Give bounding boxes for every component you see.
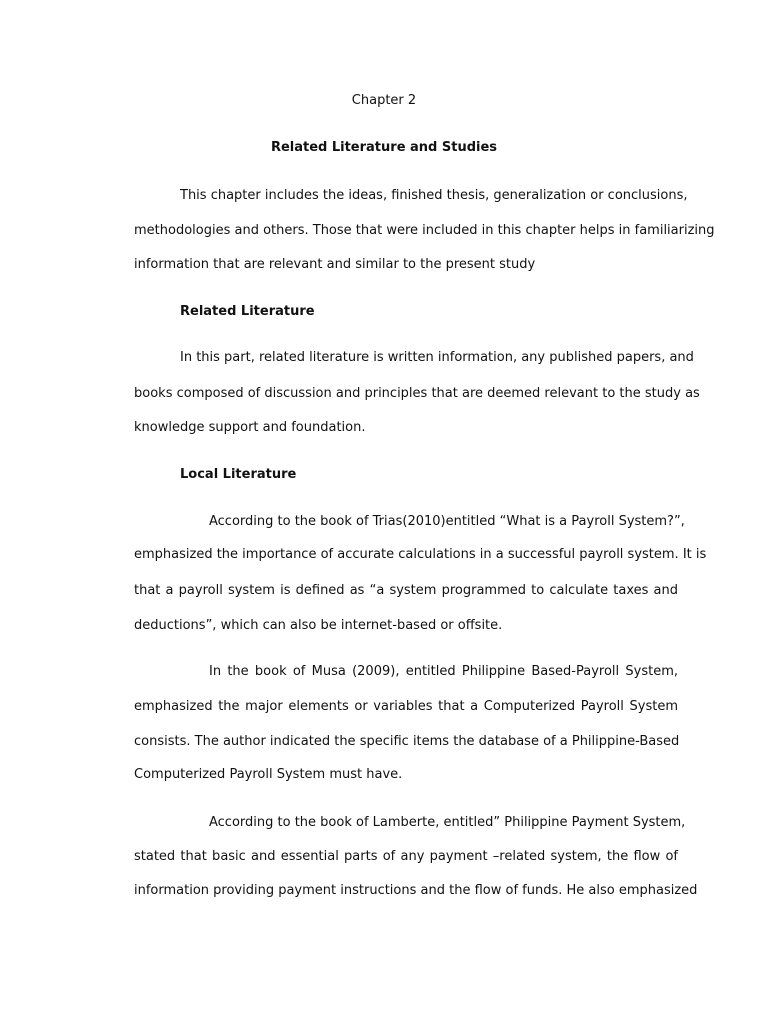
related-literature-line: books composed of discussion and principles that are deemed relevant to the study as <box>134 386 700 401</box>
paragraph-line: that a payroll system is defined as “a system programmed to calculate taxes and <box>134 583 678 598</box>
section-heading-local-literature: Local Literature <box>180 467 297 482</box>
chapter-number: Chapter 2 <box>351 93 417 108</box>
intro-line: This chapter includes the ideas, finished thesis, generalization or conclusions, <box>180 188 688 203</box>
paragraph-line: consists. The author indicated the specific items the database of a Philippine-Based <box>134 734 680 749</box>
paragraph-line: emphasized the importance of accurate calculations in a successful payroll system. It is <box>134 547 707 562</box>
paragraph-line: Computerized Payroll System must have. <box>134 767 403 782</box>
related-literature-line: In this part, related literature is written information, any published papers, and <box>180 350 694 365</box>
paragraph-line: deductions”, which can also be internet-based or offsite. <box>134 618 503 633</box>
related-literature-line: knowledge support and foundation. <box>134 420 366 435</box>
paragraph-line: information providing payment instructions and the flow of funds. He also emphasized <box>134 883 698 898</box>
paragraph-line: According to the book of Lamberte, entitled” Philippine Payment System, <box>209 815 686 830</box>
paragraph-line: stated that basic and essential parts of any payment –related system, the flow of <box>134 849 678 864</box>
paragraph-line: According to the book of Trias(2010)entitled “What is a Payroll System?”, <box>209 514 685 529</box>
paragraph-line: In the book of Musa (2009), entitled Philippine Based-Payroll System, <box>209 664 678 679</box>
intro-line: methodologies and others. Those that were included in this chapter helps in familiarizing <box>134 223 715 238</box>
intro-line: information that are relevant and similar to the present study <box>134 257 536 272</box>
paragraph-line: emphasized the major elements or variables that a Computerized Payroll System <box>134 699 678 714</box>
chapter-title: Related Literature and Studies <box>270 140 498 155</box>
section-heading-related-literature: Related Literature <box>180 304 315 319</box>
